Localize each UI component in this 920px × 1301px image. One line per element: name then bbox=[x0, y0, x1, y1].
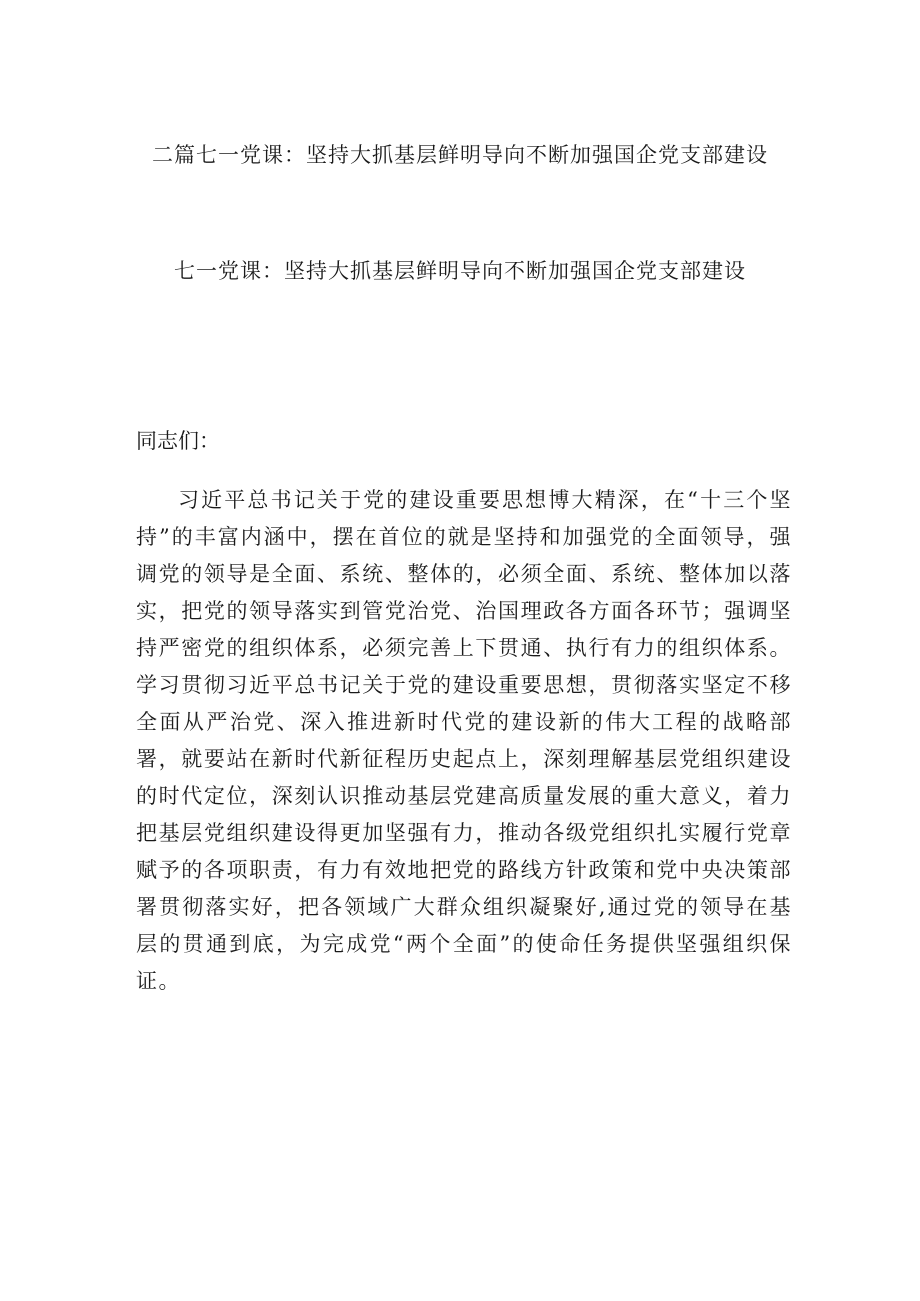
document-title: 二篇七一党课：坚持大抓基层鲜明导向不断加强国企党支部建设 bbox=[152, 143, 768, 167]
document-subtitle: 七一党课：坚持大抓基层鲜明导向不断加强国企党支部建设 bbox=[174, 259, 746, 283]
body-paragraph: 习近平总书记关于党的建设重要思想博大精深，在“十三个坚持”的丰富内涵中，摆在首位的就是坚持和加强党的全面领导，强调党的领导是全面、系统、整体的，必须全面、系统、整体加以落实，把党的领导落实到管党治党、治国理政各方面各环节；强调坚持严密党的组织体系，必须完善上下贯通、执行有力的组织体系。学习贯彻习近平总书记关于党的建设重要思想，贯彻落实坚定不移全面从严治党、深入推进新时代党的建设新的伟大工程的战略部署，就要站在新时代新征程历史起点上，深刻理解基层党组织建设的时代定位，深刻认识推动基层党建高质量发展的重大意义，着力把基层党组织建设得更加坚强有力，推动各级党组织扎实履行党章赋予的各项职责，有力有效地把党的路线方针政策和党中央决策部署贯彻落实好，把各领域广大群众组织凝聚好,通过党的领导在基层的贯通到底，为完成党“两个全面”的使命任务提供坚强组织保证。 bbox=[136, 488, 792, 993]
salutation: 同志们： bbox=[136, 429, 220, 453]
